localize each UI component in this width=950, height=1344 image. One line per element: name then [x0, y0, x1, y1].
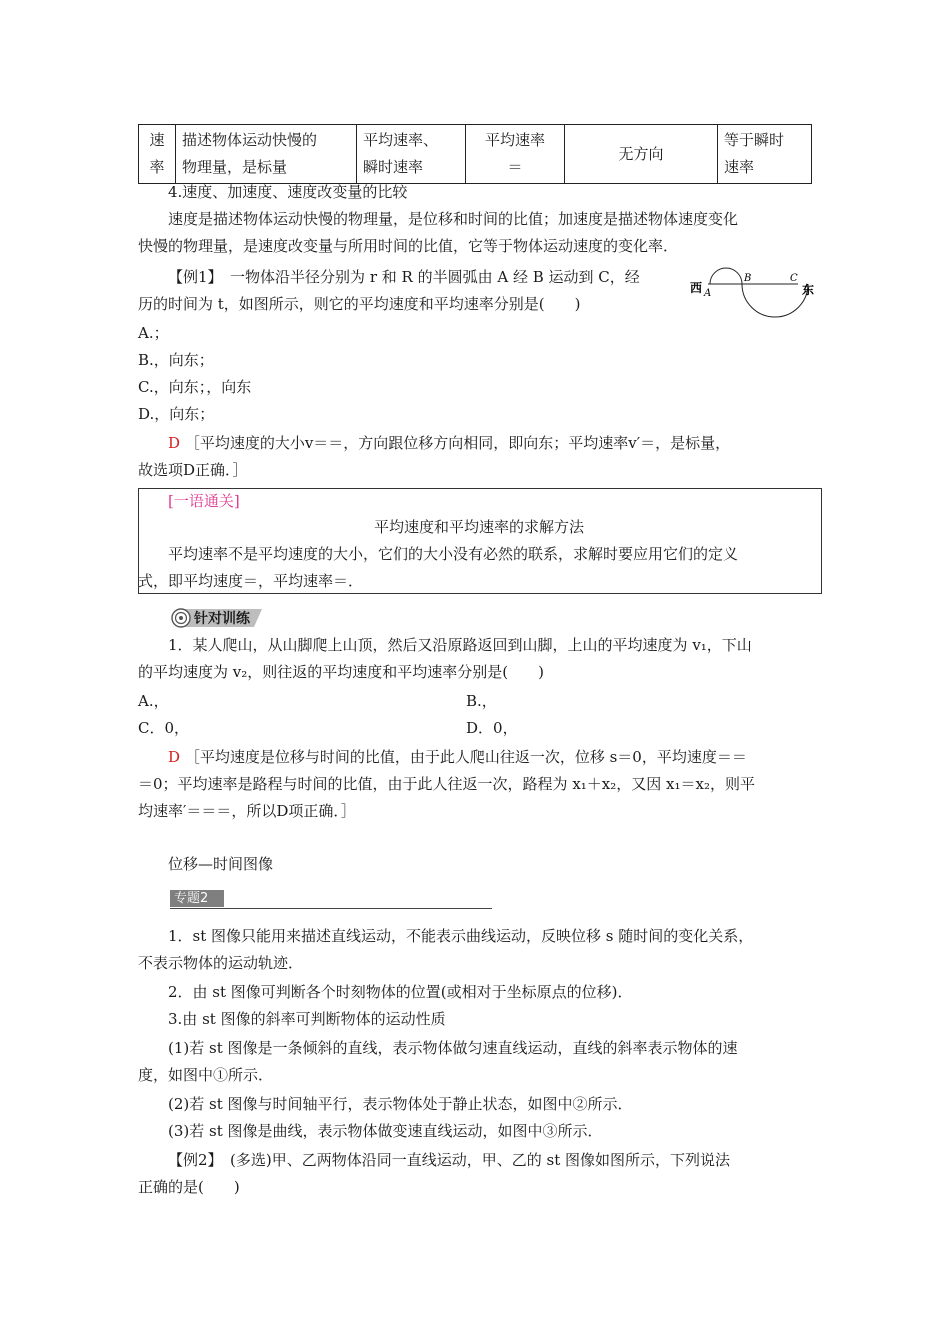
- table-cell-types: 平均速率、 瞬时速率: [357, 125, 466, 184]
- fig-label-east: 东: [802, 283, 815, 297]
- fig-label-c: C: [790, 273, 798, 284]
- example-1-option-b: B.，向东；: [138, 351, 214, 369]
- fig-label-west: 西: [690, 281, 703, 295]
- topic-2-text-3: 3.由 st 图像的斜率可判断物体的运动性质: [168, 1010, 446, 1028]
- topic-2-text-2: 2．由 st 图像可判断各个时刻物体的位置(或相对于坐标原点的位移)．: [168, 983, 633, 1001]
- section-4-title: 4.速度、加速度、速度改变量的比较: [168, 183, 408, 201]
- example-1-option-a: A.；: [138, 324, 169, 342]
- q1-answer-line-3: 均速率′＝＝＝，所以D项正确．］: [138, 802, 356, 820]
- example-1-answer-line-2: 故选项D正确．］: [138, 461, 248, 479]
- comparison-table-row: [138, 124, 812, 184]
- section-4-text-1: 速度是描述物体运动快慢的物理量，是位移和时间的比值；加速度是描述物体速度变化: [168, 210, 739, 228]
- topic-2-text-5: (2)若 st 图像与时间轴平行，表示物体处于静止状态，如图中②所示．: [168, 1095, 633, 1113]
- topic-2-text-6: (3)若 st 图像是曲线，表示物体做变速直线运动，如图中③所示．: [168, 1122, 603, 1140]
- q1-option-a: A.，: [138, 692, 169, 710]
- fig-label-a: A: [704, 288, 712, 299]
- tip-box-text-1: 平均速率不是平均速度的大小，它们的大小没有必然的联系，求解时要应用它们的定义: [168, 545, 739, 563]
- q1-option-b: B.，: [466, 692, 497, 710]
- example-1-answer-line-1: [168, 432, 814, 454]
- q1-answer-line-2: ＝0；平均速率是路程与时间的比值，由于此人往返一次，路程为 x₁＋x₂，又因 x₁＝x₂，则平: [138, 775, 755, 793]
- q1-line-1: 1．某人爬山，从山脚爬上山顶，然后又沿原路返回到山脚，上山的平均速度为 v₁，下山: [168, 636, 752, 654]
- topic-2-text-1b: 不表示物体的运动轨迹．: [138, 954, 304, 972]
- topic-2-heading: 位移—时间图像: [168, 855, 274, 873]
- tip-box-title: 平均速度和平均速率的求解方法: [373, 518, 584, 536]
- table-cell-name: 速 率: [139, 125, 176, 184]
- example-1-line-1: 【例1】 一物体沿半径分别为 r 和 R 的半圆弧由 A 经 B 运动到 C，经: [168, 268, 640, 286]
- example-2-line-2: 正确的是( ): [138, 1178, 240, 1196]
- example-1-option-c: C.，向东；，向东: [138, 378, 252, 396]
- tip-box-tag: [一语通关]: [168, 492, 240, 510]
- table-cell-formula: 平均速率 ＝: [466, 125, 565, 184]
- q1-option-d: D．0，: [466, 719, 518, 737]
- q1-option-c: C．0，: [138, 719, 190, 737]
- tip-box-text-2: 式，即平均速度＝，平均速率＝．: [138, 572, 364, 590]
- section-4-text-2: 快慢的物理量，是速度改变量与所用时间的比值，它等于物体运动速度的变化率．: [138, 237, 679, 255]
- fig-label-b: B: [744, 273, 752, 284]
- example-1-line-2: 历的时间为 t，如图所示，则它的平均速度和平均速率分别是( ): [138, 295, 581, 313]
- answer-letter: D: [168, 748, 181, 766]
- answer-text: ［平均速度是位移与时间的比值，由于此人爬山往返一次，位移 s＝0，平均速度＝＝: [184, 748, 747, 766]
- example-2-line-1: 【例2】 (多选)甲、乙两物体沿同一直线运动，甲、乙的 st 图像如图所示，下列说法: [168, 1151, 731, 1169]
- answer-letter: D: [168, 434, 181, 452]
- table-cell-meaning: 描述物体运动快慢的 物理量，是标量: [176, 125, 357, 184]
- topic-2-rule: [170, 908, 492, 909]
- topic-2-text-4b: 度，如图中①所示．: [138, 1066, 274, 1084]
- answer-text: ［平均速度的大小v＝＝，方向跟位移方向相同，即向东；平均速率v′＝，是标量，: [184, 434, 731, 452]
- q1-line-2: 的平均速度为 v₂，则往返的平均速度和平均速率分别是( ): [138, 663, 544, 681]
- example-1-option-d: D.，向东；: [138, 405, 215, 423]
- table-cell-direction: 无方向: [565, 125, 718, 184]
- training-label: 针对训练: [194, 611, 250, 627]
- topic-2-tag: 专题2: [170, 890, 224, 907]
- topic-2-text-4a: (1)若 st 图像是一条倾斜的直线，表示物体做匀速直线运动，直线的斜率表示物体的速: [168, 1039, 738, 1057]
- q1-answer-line-1: [168, 746, 814, 768]
- semicircle-path-figure: [688, 262, 818, 320]
- topic-2-text-1a: 1．st 图像只能用来描述直线运动，不能表示曲线运动，反映位移 s 随时间的变化关系，: [168, 927, 754, 945]
- table-cell-relation: 等于瞬时 速率: [718, 125, 812, 184]
